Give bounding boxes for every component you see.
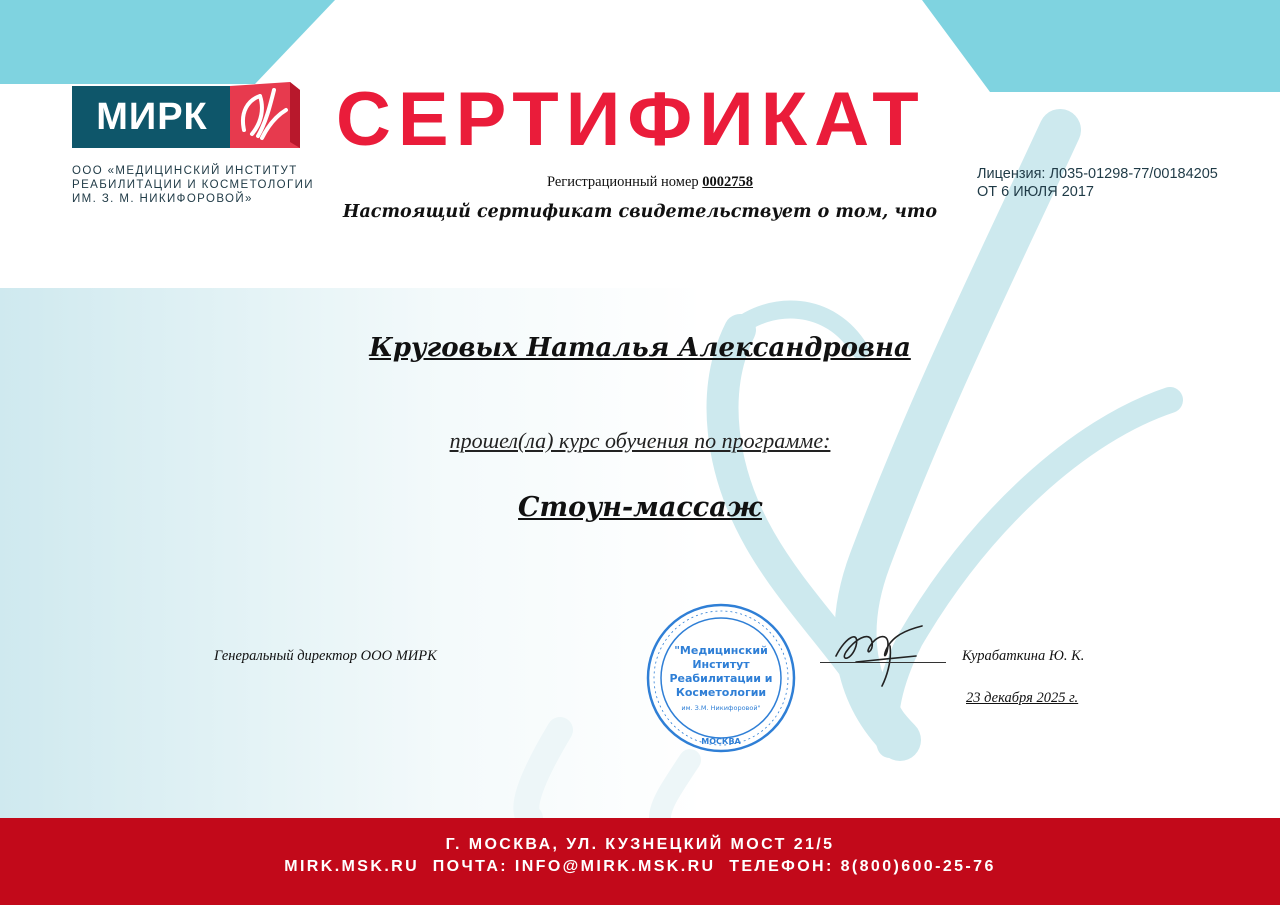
stamp-text-line: Косметологии bbox=[675, 686, 767, 699]
footer-address: Г. МОСКВА, УЛ. КУЗНЕЦКИЙ МОСТ 21/5 bbox=[445, 836, 835, 853]
program-name: Стоун-массаж bbox=[518, 492, 762, 523]
top-left-corner-band bbox=[0, 0, 335, 84]
certificate-title: СЕРТИФИКАТ bbox=[336, 77, 926, 162]
director-name: Курабаткина Ю. К. bbox=[962, 648, 1085, 664]
registration-label: Регистрационный номер bbox=[546, 174, 699, 190]
completed-course-text: прошел(ла) курс обучения по программе: bbox=[449, 428, 831, 453]
director-title: Генеральный директор ООО МИРК bbox=[214, 648, 437, 664]
issue-date: 23 декабря 2025 г. bbox=[966, 690, 1079, 706]
leaf-watermark-icon bbox=[526, 130, 1170, 818]
signature-line bbox=[820, 662, 946, 663]
institute-name-line: ООО «МЕДИЦИНСКИЙ ИНСТИТУТ bbox=[72, 165, 298, 177]
license-date: ОТ 6 ИЮЛЯ 2017 bbox=[977, 184, 1094, 200]
institute-name-line: ИМ. З. М. НИКИФОРОВОЙ» bbox=[72, 193, 253, 205]
recipient-name: Круговых Наталья Александровна bbox=[369, 333, 911, 363]
institute-name-line: РЕАБИЛИТАЦИИ И КОСМЕТОЛОГИИ bbox=[72, 179, 314, 191]
logo-leaf-icon bbox=[230, 82, 300, 148]
seal-stamp-icon bbox=[645, 602, 797, 754]
stamp-city: МОСКВА bbox=[701, 737, 741, 746]
stamp-text-line: Институт bbox=[692, 658, 750, 671]
certifies-text: Настоящий сертификат свидетельствует о том, что bbox=[342, 202, 938, 222]
signature-icon bbox=[826, 616, 936, 692]
registration-line bbox=[450, 174, 850, 191]
license-number: Лицензия: Л035-01298-77/00184205 bbox=[977, 166, 1218, 182]
stamp-text-line: Реабилитации и bbox=[669, 672, 773, 685]
stamp-text-line: "Медицинский bbox=[674, 644, 768, 657]
stamp-sub-line: им. З.М. Никифоровой" bbox=[681, 704, 761, 712]
footer-contacts: MIRK.MSK.RU ПОЧТА: INFO@MIRK.MSK.RU ТЕЛЕФОН: 8(800)600-25-76 bbox=[284, 858, 996, 875]
registration-number: 0002758 bbox=[702, 174, 754, 190]
logo-brand: МИРК bbox=[72, 86, 232, 148]
top-right-corner-band bbox=[922, 0, 1280, 92]
